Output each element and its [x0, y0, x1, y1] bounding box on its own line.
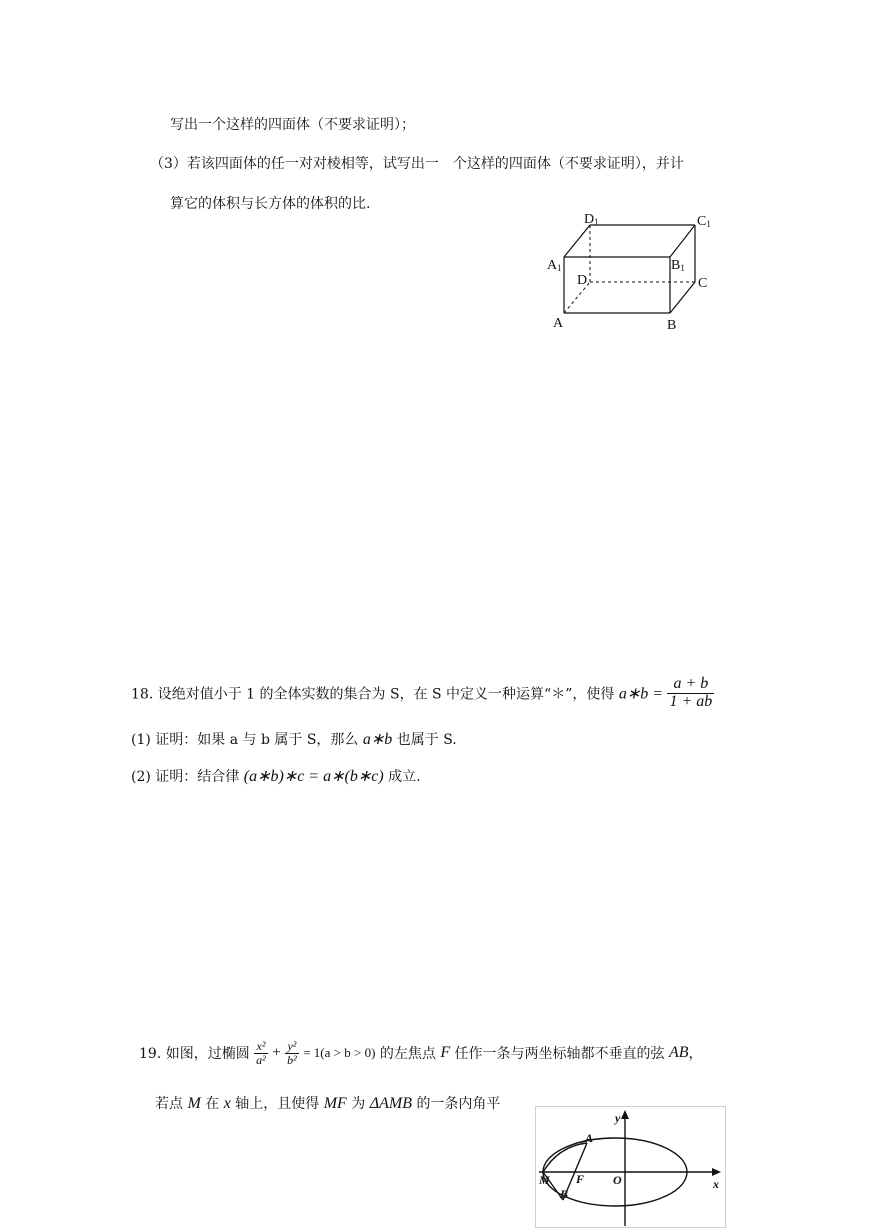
p18-intro: 18. 设绝对值小于 1 的全体实数的集合为 S，在 S 中定义一种运算“＊”，使得 [131, 686, 615, 703]
p19-line2-e: 的一条内角平 [416, 1096, 501, 1112]
label-C1: C1 [697, 214, 711, 229]
label-A1: A1 [547, 258, 562, 273]
p18-frac-num: a + b [667, 676, 714, 694]
p18-formula-lhs: a∗b = [618, 685, 664, 703]
p17-line1: 写出一个这样的四面体（不要求证明）； [170, 117, 415, 133]
p19-x: x [223, 1095, 231, 1112]
p19-line2-c: 轴上，且使得 [235, 1096, 320, 1112]
p19-AB: AB [669, 1044, 689, 1062]
p19-frac-x-num: x² [254, 1040, 268, 1054]
p19-line2-b: 在 [205, 1096, 220, 1112]
p17-line2 [150, 153, 684, 173]
p19-eq: = 1(a > b > 0) [303, 1045, 376, 1061]
x-axis-arrow [712, 1168, 721, 1176]
p19-intro: 19. 如图，过椭圆 [139, 1046, 250, 1063]
label-M: M [539, 1173, 550, 1187]
p18-part1-a: (1) 证明：如果 a 与 b 属于 S，那么 [131, 732, 359, 748]
p18-part1-b: 也属于 S. [396, 732, 457, 748]
label-B1: B1 [671, 258, 685, 273]
label-F: F [576, 1172, 585, 1186]
p18-part2-b: 成立. [388, 769, 421, 785]
p18-part1-expr: a∗b [362, 731, 393, 748]
p19-triangle: ΔAMB [369, 1095, 412, 1112]
p19-mid: 的左焦点 [379, 1046, 436, 1063]
p18-part2-expr: (a∗b)∗c = a∗(b∗c) [243, 768, 384, 785]
label-A: A [553, 316, 564, 331]
p17-line3: 算它的体积与长方体的体积的比. [170, 196, 371, 212]
p18-part1 [131, 729, 457, 749]
p18-intro-line [131, 676, 714, 711]
label-D1: D1 [584, 212, 599, 227]
p19-frac-y-den: b² [287, 1052, 297, 1067]
p17-line2-a: （3）若该四面体的任一对对棱相等，试写出一 [150, 156, 439, 172]
p19-frac-y [285, 1040, 299, 1066]
p17-line2-b: 个这样的四面体（不要求证明），并计 [452, 156, 684, 172]
figure-frame [536, 1107, 726, 1228]
p19-M: M [187, 1095, 201, 1112]
p19-line2 [155, 1093, 500, 1113]
ellipse-figure [535, 1106, 727, 1228]
p19-comma: ， [688, 1046, 703, 1063]
p19-mid2: 任作一条与两坐标轴都不垂直的弦 [454, 1046, 665, 1063]
p18-frac-den: 1 + ab [669, 692, 713, 710]
label-B: B [560, 1187, 569, 1201]
p18-fraction [667, 676, 714, 711]
edge-B1C1 [670, 225, 695, 257]
p19-F: F [440, 1044, 451, 1062]
p19-line2-d: 为 [351, 1096, 366, 1112]
y-axis-arrow [621, 1110, 629, 1119]
edge-BC [670, 282, 695, 313]
label-B: B [667, 318, 677, 333]
p19-MF: MF [323, 1095, 347, 1112]
p19-frac-y-num: y² [285, 1040, 299, 1054]
label-D: D [577, 273, 588, 288]
label-y: y [615, 1111, 621, 1125]
p19-line2-a: 若点 [155, 1096, 183, 1112]
p19-line1 [139, 1040, 703, 1066]
edge-A1D1 [564, 225, 590, 257]
p18-part2 [131, 766, 421, 786]
p19-frac-x [254, 1040, 268, 1066]
cuboid-figure [540, 205, 720, 335]
label-x: x [713, 1177, 719, 1191]
p19-plus: + [272, 1044, 281, 1061]
p18-part2-a: (2) 证明：结合律 [131, 769, 240, 785]
label-C: C [698, 276, 708, 291]
p19-frac-x-den: a² [256, 1052, 266, 1067]
label-A: A [585, 1131, 594, 1145]
label-O: O [613, 1173, 622, 1187]
